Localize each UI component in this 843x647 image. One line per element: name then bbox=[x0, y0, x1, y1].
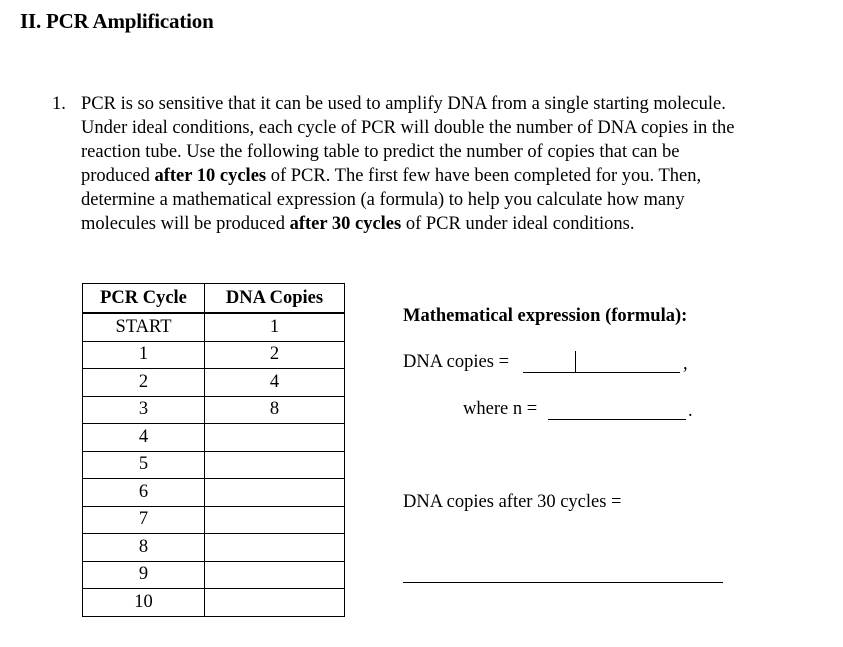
question-line-2: Under ideal conditions, each cycle of PCR will double the number of DNA copies in the bbox=[81, 118, 735, 138]
copies-cell: 8 bbox=[205, 396, 345, 424]
n-definition-blank[interactable] bbox=[548, 419, 686, 420]
copies-cell: 1 bbox=[205, 313, 345, 341]
text-cursor bbox=[575, 351, 576, 372]
question-line-4 bbox=[81, 164, 801, 188]
table-row bbox=[83, 479, 345, 507]
table-row bbox=[83, 534, 345, 562]
cycle-cell: 4 bbox=[83, 424, 205, 452]
dna-copies-after-30-label: DNA copies after 30 cycles = bbox=[403, 492, 622, 512]
line4-post: of PCR. The first few have been completed for you. Then, bbox=[266, 166, 702, 186]
copies-cell-blank[interactable] bbox=[205, 589, 345, 617]
section-title: II. PCR Amplification bbox=[20, 9, 214, 33]
cycle-cell: 6 bbox=[83, 479, 205, 507]
table-row bbox=[83, 341, 345, 369]
copies-cell-blank[interactable] bbox=[205, 424, 345, 452]
formula-heading: Mathematical expression (formula): bbox=[403, 306, 688, 326]
copies-cell: 4 bbox=[205, 369, 345, 397]
cycle-cell: 1 bbox=[83, 341, 205, 369]
where-period: . bbox=[688, 401, 693, 421]
cycle-cell: 3 bbox=[83, 396, 205, 424]
table-row bbox=[83, 396, 345, 424]
cycle-cell: 9 bbox=[83, 561, 205, 589]
cycle-cell: 10 bbox=[83, 589, 205, 617]
formula-comma: , bbox=[683, 354, 688, 374]
table-row bbox=[83, 561, 345, 589]
table-row bbox=[83, 424, 345, 452]
copies-cell-blank[interactable] bbox=[205, 561, 345, 589]
emphasis-after-10-cycles: after 10 cycles bbox=[154, 166, 267, 186]
table-row bbox=[83, 589, 345, 617]
table-row bbox=[83, 313, 345, 341]
question-line-6 bbox=[81, 212, 801, 236]
where-n-label: where n = bbox=[463, 399, 538, 419]
cycle-cell: 8 bbox=[83, 534, 205, 562]
copies-cell-blank[interactable] bbox=[205, 479, 345, 507]
cycle-cell: 2 bbox=[83, 369, 205, 397]
pcr-table bbox=[82, 283, 345, 617]
line4-pre: produced bbox=[81, 166, 155, 186]
dna-copies-label: DNA copies = bbox=[403, 352, 510, 372]
formula-answer-blank[interactable] bbox=[523, 372, 680, 373]
cycle-cell: 5 bbox=[83, 451, 205, 479]
question-line-1: PCR is so sensitive that it can be used to amplify DNA from a single starting molecule. bbox=[81, 94, 726, 114]
copies-cell-blank[interactable] bbox=[205, 506, 345, 534]
cycle-cell: 7 bbox=[83, 506, 205, 534]
table-header-row bbox=[83, 284, 345, 314]
header-pcr-cycle: PCR Cycle bbox=[83, 284, 205, 314]
copies-cell: 2 bbox=[205, 341, 345, 369]
question-line-3: reaction tube. Use the following table to predict the number of copies that can be bbox=[81, 142, 680, 162]
line6-post: of PCR under ideal conditions. bbox=[401, 214, 635, 234]
copies-cell-blank[interactable] bbox=[205, 451, 345, 479]
line6-pre: molecules will be produced bbox=[81, 214, 290, 234]
table-row bbox=[83, 369, 345, 397]
question-text bbox=[81, 92, 801, 236]
copies-cell-blank[interactable] bbox=[205, 534, 345, 562]
question-line-5: determine a mathematical expression (a formula) to help you calculate how many bbox=[81, 190, 685, 210]
table-row bbox=[83, 451, 345, 479]
question-number: 1. bbox=[52, 94, 66, 114]
header-dna-copies: DNA Copies bbox=[205, 284, 345, 314]
after-30-answer-blank[interactable] bbox=[403, 582, 723, 583]
cycle-cell: START bbox=[83, 313, 205, 341]
table-row bbox=[83, 506, 345, 534]
emphasis-after-30-cycles: after 30 cycles bbox=[289, 214, 402, 234]
